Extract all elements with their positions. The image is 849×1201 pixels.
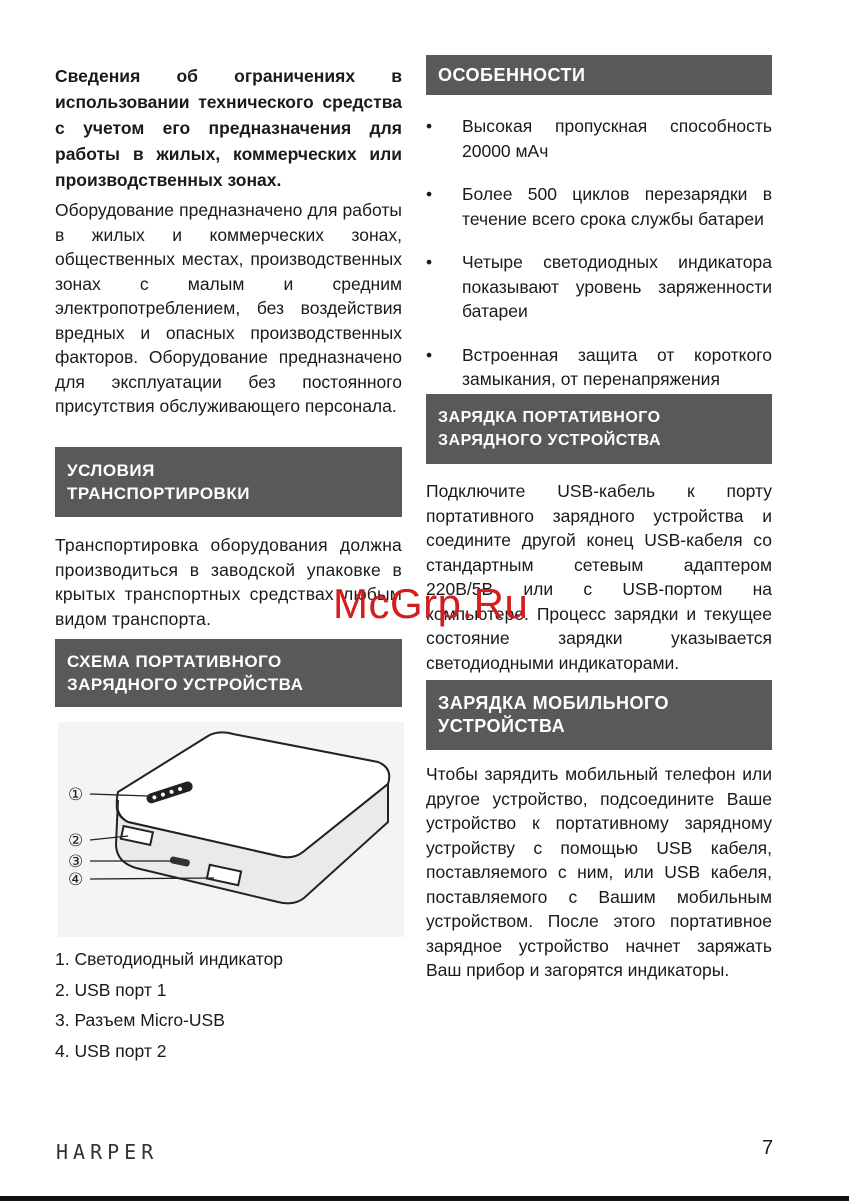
charging-mobile-banner: [426, 680, 772, 750]
features-section-banner: [426, 55, 772, 95]
legend-item: 2. USB порт 1: [55, 979, 167, 1000]
scheme-section-banner: [55, 639, 402, 707]
brand-logo: HARPER: [56, 1140, 159, 1164]
bullet-icon: •: [426, 184, 433, 204]
charging-powerbank-title-line-1: ЗАРЯДКА ПОРТАТИВНОГО: [438, 409, 661, 426]
callout-2: ②: [68, 831, 84, 851]
transport-title-line-1: УСЛОВИЯ: [67, 461, 155, 480]
charging-mobile-title-line-2: УСТРОЙСТВА: [438, 716, 566, 736]
callout-3: ③: [68, 852, 84, 872]
scheme-title-line-2: ЗАРЯДНОГО УСТРОЙСТВА: [67, 675, 304, 694]
charging-powerbank-banner: [426, 394, 772, 464]
scheme-title-line-1: СХЕМА ПОРТАТИВНОГО: [67, 652, 282, 671]
usage-intro-paragraph: Оборудование предназначено для работы в жилых и коммерческих зонах, общественных местах, производственных зонах с малым и средним электропотреблением, без воздействия вредных и опасных производственных факторов. Оборудование предназначено для эксплуатации без постоянного присутствия обслуживающего персонала.: [55, 200, 402, 416]
feature-item: • Высокая пропускная способность 20000 мАч: [426, 116, 772, 161]
charging-powerbank-title-line-2: ЗАРЯДНОГО УСТРОЙСТВА: [438, 432, 662, 449]
bullet-icon: •: [426, 252, 433, 272]
page-number: 7: [762, 1137, 774, 1159]
watermark-text: McGrp.Ru: [333, 580, 529, 627]
features-title: ОСОБЕННОСТИ: [438, 64, 586, 85]
charging-mobile-paragraph: Чтобы зарядить мобильный телефон или другое устройство, подсоедините Ваше устройство к портативному зарядному устройству с помощью USB кабеля, поставляемого с ним, или USB кабеля, поставляемого с Вашим мобильным устройством. После этого портативное зарядное устройство начнет заряжать Ваш прибор и загорятся индикаторы.: [426, 764, 772, 980]
feature-item: • Четыре светодиодных индикатора показывают уровень заряженности батареи: [426, 252, 772, 321]
bullet-icon: •: [426, 116, 433, 136]
callout-1: ①: [68, 785, 84, 805]
charging-mobile-title-line-1: ЗАРЯДКА МОБИЛЬНОГО: [438, 693, 669, 713]
charging-powerbank-paragraph: Подключите USB-кабель к порту портативного зарядного устройства и соедините другой конец USB-кабеля со стандартным сетевым адаптером 220В/5В или с USB-портом на компьютере. Процесс зарядки и текущее состояние зарядки указывается светодиодными индикаторами.: [426, 481, 772, 673]
legend-item: 3. Разъем Micro-USB: [55, 1010, 225, 1030]
legend-item: 4. USB порт 2: [55, 1040, 167, 1061]
transport-section-banner: [55, 447, 402, 517]
power-bank-diagram: [58, 722, 404, 937]
transport-title-line-2: ТРАНСПОРТИРОВКИ: [67, 484, 250, 503]
callout-4: ④: [68, 870, 84, 890]
bottom-edge: [0, 1196, 849, 1201]
feature-item: • Более 500 циклов перезарядки в течение всего срока службы батареи: [426, 184, 772, 229]
features-list: [426, 114, 772, 392]
feature-item: • Встроенная защита от короткого замыкания, от перенапряжения: [426, 344, 772, 389]
bullet-icon: •: [426, 344, 433, 365]
transport-paragraph: Транспортировка оборудования должна производиться в заводской упаковке в крытых транспортных средствах любым видом транспорта.: [55, 535, 402, 629]
usage-restrictions-heading: Сведения об ограничениях в использовании технического средства с учетом его предназначения для работы в жилых, коммерческих или производственных зонах.: [55, 66, 402, 190]
legend-item: 1. Светодиодный индикатор: [55, 949, 284, 969]
component-legend: [55, 944, 283, 1066]
